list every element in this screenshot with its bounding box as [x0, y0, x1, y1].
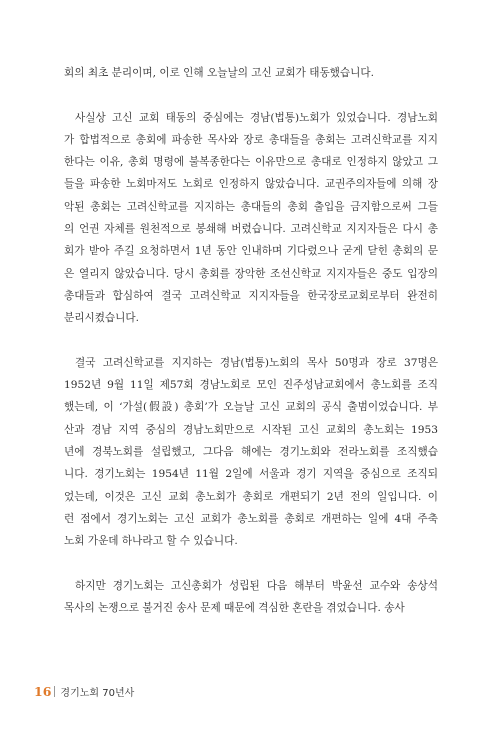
- text-line: 니다. 경기노회는 1954년 11월 2일에 서울과 경기 지역을 중심으로 조직되: [64, 468, 438, 481]
- text-line: 가 합법적으로 총회에 파송한 목사와 장로 총대들을 총회는 고려신학교를 지지: [64, 133, 438, 146]
- paragraph-3: [64, 352, 438, 553]
- text-line: 런 점에서 경기노회는 고신 교회가 총노회를 총회로 개편하는 일에 4대 주축: [64, 512, 438, 525]
- page-number: 16: [34, 684, 52, 699]
- text-line: 했는데, 이 ‘가설(假設) 총회’가 오늘날 고신 교회의 공식 출범이었습니다. 부: [64, 401, 438, 414]
- text-line: 의 언권 자체를 원천적으로 봉쇄해 버렸습니다. 고려신학교 지지자들은 다시 총: [64, 223, 438, 236]
- text-line: 총대들과 합심하여 결국 고려신학교 지지자들을 한국장로교회로부터 완전히: [64, 289, 438, 302]
- text-line: 결국 고려신학교를 지지하는 경남(법통)노회의 목사 50명과 장로 37명은: [75, 356, 438, 369]
- book-title: 경기노회 70년사: [60, 688, 135, 699]
- text-line: 목사의 논쟁으로 불거진 송사 문제 때문에 격심한 혼란을 겪었습니다. 송사: [64, 602, 405, 615]
- paragraph-1: [64, 62, 438, 84]
- text-line: 1952년 9월 11일 제57회 경남노회로 모인 진주성남교회에서 총노회를 조직: [64, 379, 438, 392]
- text-line: 년에 경북노회를 설립했고, 그다음 해에는 경기노회와 전라노회를 조직했습: [64, 446, 438, 459]
- text-line: 회가 받아 주길 요청하면서 1년 동안 인내하며 기다렸으나 굳게 닫힌 총회의 문: [64, 245, 438, 258]
- page-footer: [34, 684, 134, 699]
- text-line: 하지만 경기노회는 고신총회가 성립된 다음 해부터 박윤선 교수와 송상석: [75, 579, 438, 592]
- text-line: 악된 총회는 고려신학교를 지지하는 총대들의 총회 출입을 금지함으로써 그들: [64, 200, 438, 213]
- text-line: 었는데, 이것은 고신 교회 총노회가 총회로 개편되기 2년 전의 일입니다. 이: [64, 490, 438, 503]
- footer-separator: [54, 686, 55, 697]
- text-line: 들을 파송한 노회마저도 노회로 인정하지 않았습니다. 교권주의자들에 의해 장: [64, 178, 438, 191]
- paragraph-4: [64, 575, 438, 620]
- paragraph-2: [64, 107, 438, 330]
- text-line: 사실상 고신 교회 태동의 중심에는 경남(법통)노회가 있었습니다. 경남노회: [75, 111, 438, 124]
- text-line: 분리시켰습니다.: [64, 312, 140, 325]
- text-line: 노회 가운데 하나라고 할 수 있습니다.: [64, 535, 238, 548]
- text-line: 회의 최초 분리이며, 이로 인해 오늘날의 고신 교회가 태동했습니다.: [64, 67, 374, 79]
- body-text: [64, 62, 438, 642]
- text-line: 산과 경남 지역 중심의 경남노회만으로 시작된 고신 교회의 총노회는 1953: [64, 423, 438, 436]
- text-line: 은 열리지 않았습니다. 당시 총회를 장악한 조선신학교 지지자들은 중도 입장의: [64, 267, 438, 280]
- text-line: 한다는 이유, 총회 명령에 불복종한다는 이유만으로 총대로 인정하지 않았고 그: [64, 156, 438, 169]
